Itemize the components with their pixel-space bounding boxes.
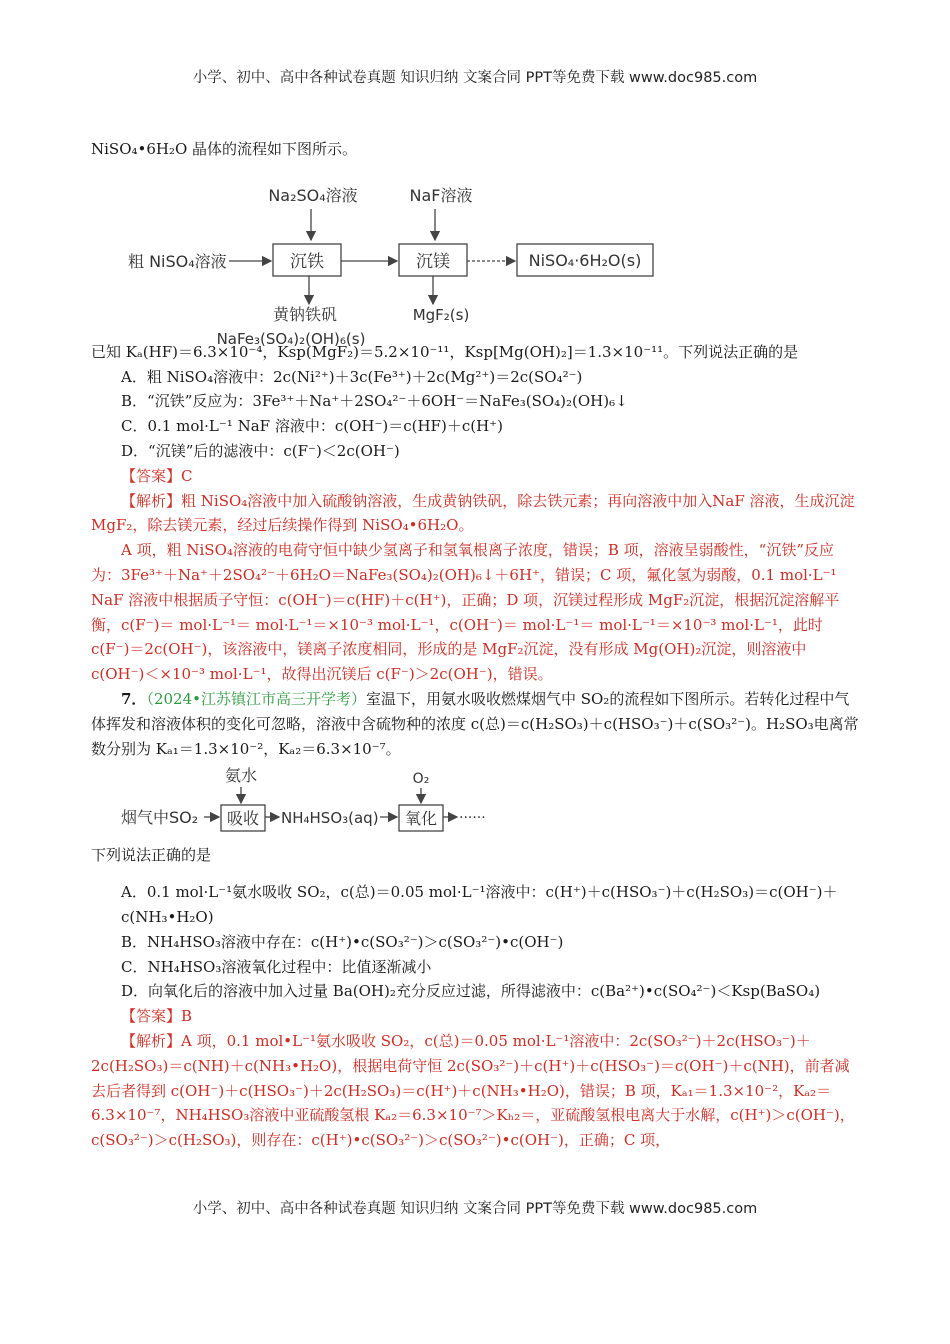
q6-answer: 【答案】C xyxy=(121,466,193,485)
q6-given: 已知 Kₐ(HF)＝6.3×10⁻⁴，Ksp(MgF₂)＝5.2×10⁻¹¹，Ksp[Mg(OH)₂]＝1.3×10⁻¹¹。下列说法正确的是 xyxy=(91,342,799,361)
reagent-o2: O₂ xyxy=(412,771,430,788)
q6-option-d: D．“沉镁”后的滤液中：c(F⁻)＜2c(OH⁻) xyxy=(121,441,400,460)
q7-option-c: C．NH₄HSO₃溶液氧化过程中：比值逐渐减小 xyxy=(121,957,432,976)
step-iron: 沉铁 xyxy=(290,251,324,272)
q6-analysis-1: 【解析】粗 NiSO₄溶液中加入硫酸钠溶液，生成黄钠铁矾，除去铁元素；再向溶液中加入NaF 溶液，生成沉淀 MgF₂，除去镁元素，经过后续操作得到 NiSO₄•6H₂O。 xyxy=(91,491,855,535)
q7-option-b: B．NH₄HSO₃溶液中存在：c(H⁺)•c(SO₃²⁻)＞c(SO₃²⁻)•c(OH⁻) xyxy=(121,932,564,951)
reagent-na2so4: Na₂SO₄溶液 xyxy=(268,185,358,205)
q7-option-a: A．0.1 mol·L⁻¹氨水吸收 SO₂，c(总)＝0.05 mol·L⁻¹溶液中：c(H⁺)＋c(HSO₃⁻)＋c(H₂SO₃)＝c(OH⁻)＋c(NH₃•H₂O) xyxy=(121,883,838,926)
reagent-naf: NaF溶液 xyxy=(409,185,473,205)
q7-stem-para xyxy=(91,687,863,761)
q7-stem: 室温下，用氨水吸收燃煤烟气中 SO₂的流程如下图所示。若转化过程中气体挥发和溶液体积的变化可忽略，溶液中含硫物种的浓度 c(总)＝c(H₂SO₃)＋c(HSO₃⁻)＋c(SO₃²⁻)。H₂SO₃电离常数分别为 Kₐ₁＝1.3×10⁻²，Kₐ₂＝6.3×10⁻⁷。 xyxy=(91,689,859,758)
q6-option-b: B．“沉铁”反应为：3Fe³⁺＋Na⁺＋2SO₄²⁻＋6OH⁻＝NaFe₃(SO₄)₂(OH)₆↓ xyxy=(121,392,628,411)
byproduct-mgf2: MgF₂(s) xyxy=(412,305,470,324)
byproduct-jarosite-formula: NaFe₃(SO₄)₂(OH)₆(s) xyxy=(216,329,366,348)
step-oxidize: 氧化 xyxy=(404,809,438,829)
page-footer: 小学、初中、高中各种试卷真题 知识归纳 文案合同 PPT等免费下载 www.doc985.com xyxy=(192,1201,758,1217)
input-flue-gas: 烟气中SO₂ xyxy=(121,808,199,828)
step-mg: 沉镁 xyxy=(416,251,450,272)
q7-flowchart xyxy=(91,761,863,839)
mid-nh4hso3: NH₄HSO₃(aq) xyxy=(281,809,379,828)
flow-continue: ······ xyxy=(459,810,486,827)
q7-flowchart-svg xyxy=(91,761,863,839)
step-absorb: 吸收 xyxy=(226,809,260,829)
q7-option-d: D．向氧化后的溶液中加入过量 Ba(OH)₂充分反应过滤，所得滤液中：c(Ba²⁺)•c(SO₄²⁻)＜Ksp(BaSO₄) xyxy=(121,982,821,1001)
reagent-ammonia: 氨水 xyxy=(224,766,258,786)
q6-flowchart-svg xyxy=(91,164,863,348)
q7-source: （2024•江苏镇江市高三开学考） xyxy=(146,689,366,708)
q6-option-a: A．粗 NiSO₄溶液中：2c(Ni²⁺)＋3c(Fe³⁺)＋2c(Mg²⁺)＝2c(SO₄²⁻) xyxy=(121,367,583,386)
q6-intro: NiSO₄•6H₂O 晶体的流程如下图所示。 xyxy=(91,140,358,158)
q7-question: 下列说法正确的是 xyxy=(91,846,212,865)
input-crude-niso4: 粗 NiSO₄溶液 xyxy=(128,251,227,271)
q7-number: 7． xyxy=(121,689,147,708)
byproduct-jarosite: 黄钠铁矾 xyxy=(272,304,338,324)
q6-analysis-2: A 项，粗 NiSO₄溶液的电荷守恒中缺少氢离子和氢氧根离子浓度，错误；B 项，溶液呈弱酸性，“沉铁”反应为：3Fe³⁺＋Na⁺＋2SO₄²⁻＋6H₂O＝NaFe₃(SO₄)₂(OH)₆↓＋6H⁺，错误；C 项，氟化氢为弱酸，0.1 mol·L⁻¹ NaF 溶液中根据质子守恒：c(OH⁻)＝c(HF)＋c(H⁺)，正确；D 项，沉镁过程形成 MgF₂沉淀，根据沉淀溶解平衡，c(F⁻)＝ mol·L⁻¹＝ mol·L⁻¹＝×10⁻³ mol·L⁻¹，c(OH⁻)＝ mol·L⁻¹＝ mol·L⁻¹＝×10⁻³ mol·L⁻¹，此时 c(F⁻)＝2c(OH⁻)，该溶液中，镁离子浓度相同，形成的是 MgF₂沉淀，没有形成 Mg(OH)₂沉淀，则溶液中 c(OH⁻)＜×10⁻³ mol·L⁻¹，故得出沉镁后 c(F⁻)＞2c(OH⁻)，错误。 xyxy=(91,541,840,684)
q6-flowchart xyxy=(91,164,863,348)
document-body xyxy=(91,137,863,1153)
page-header: 小学、初中、高中各种试卷真题 知识归纳 文案合同 PPT等免费下载 www.doc985.com xyxy=(192,70,758,86)
q7-answer: 【答案】B xyxy=(121,1007,193,1026)
q6-option-c: C．0.1 mol·L⁻¹ NaF 溶液中：c(OH⁻)＝c(HF)＋c(H⁺) xyxy=(121,417,503,436)
q7-analysis: 【解析】A 项，0.1 mol•L⁻¹氨水吸收 SO₂，c(总)＝0.05 mol·L⁻¹溶液中：2c(SO₃²⁻)＋2c(HSO₃⁻)＋2c(H₂SO₃)＝c(NH)＋c(NH₃•H₂O)，根据电荷守恒 2c(SO₃²⁻)＋c(H⁺)＋c(HSO₃⁻)＝c(OH⁻)＋c(NH)，前者减去后者得到 c(OH⁻)＋c(HSO₃⁻)＋2c(H₂SO₃)＝c(H⁺)＋c(NH₃•H₂O)，错误；B 项，Kₐ₁＝1.3×10⁻²，Kₐ₂＝6.3×10⁻⁷，NH₄HSO₃溶液中亚硫酸氢根 Kₐ₂＝6.3×10⁻⁷＞Kₕ₂＝，亚硫酸氢根电离大于水解，c(H⁺)＞c(OH⁻)，c(SO₃²⁻)＞c(H₂SO₃)，则存在：c(H⁺)•c(SO₃²⁻)＞c(SO₃²⁻)•c(OH⁻)，正确；C 项， xyxy=(91,1031,855,1150)
product-niso4: NiSO₄·6H₂O(s) xyxy=(528,250,642,270)
